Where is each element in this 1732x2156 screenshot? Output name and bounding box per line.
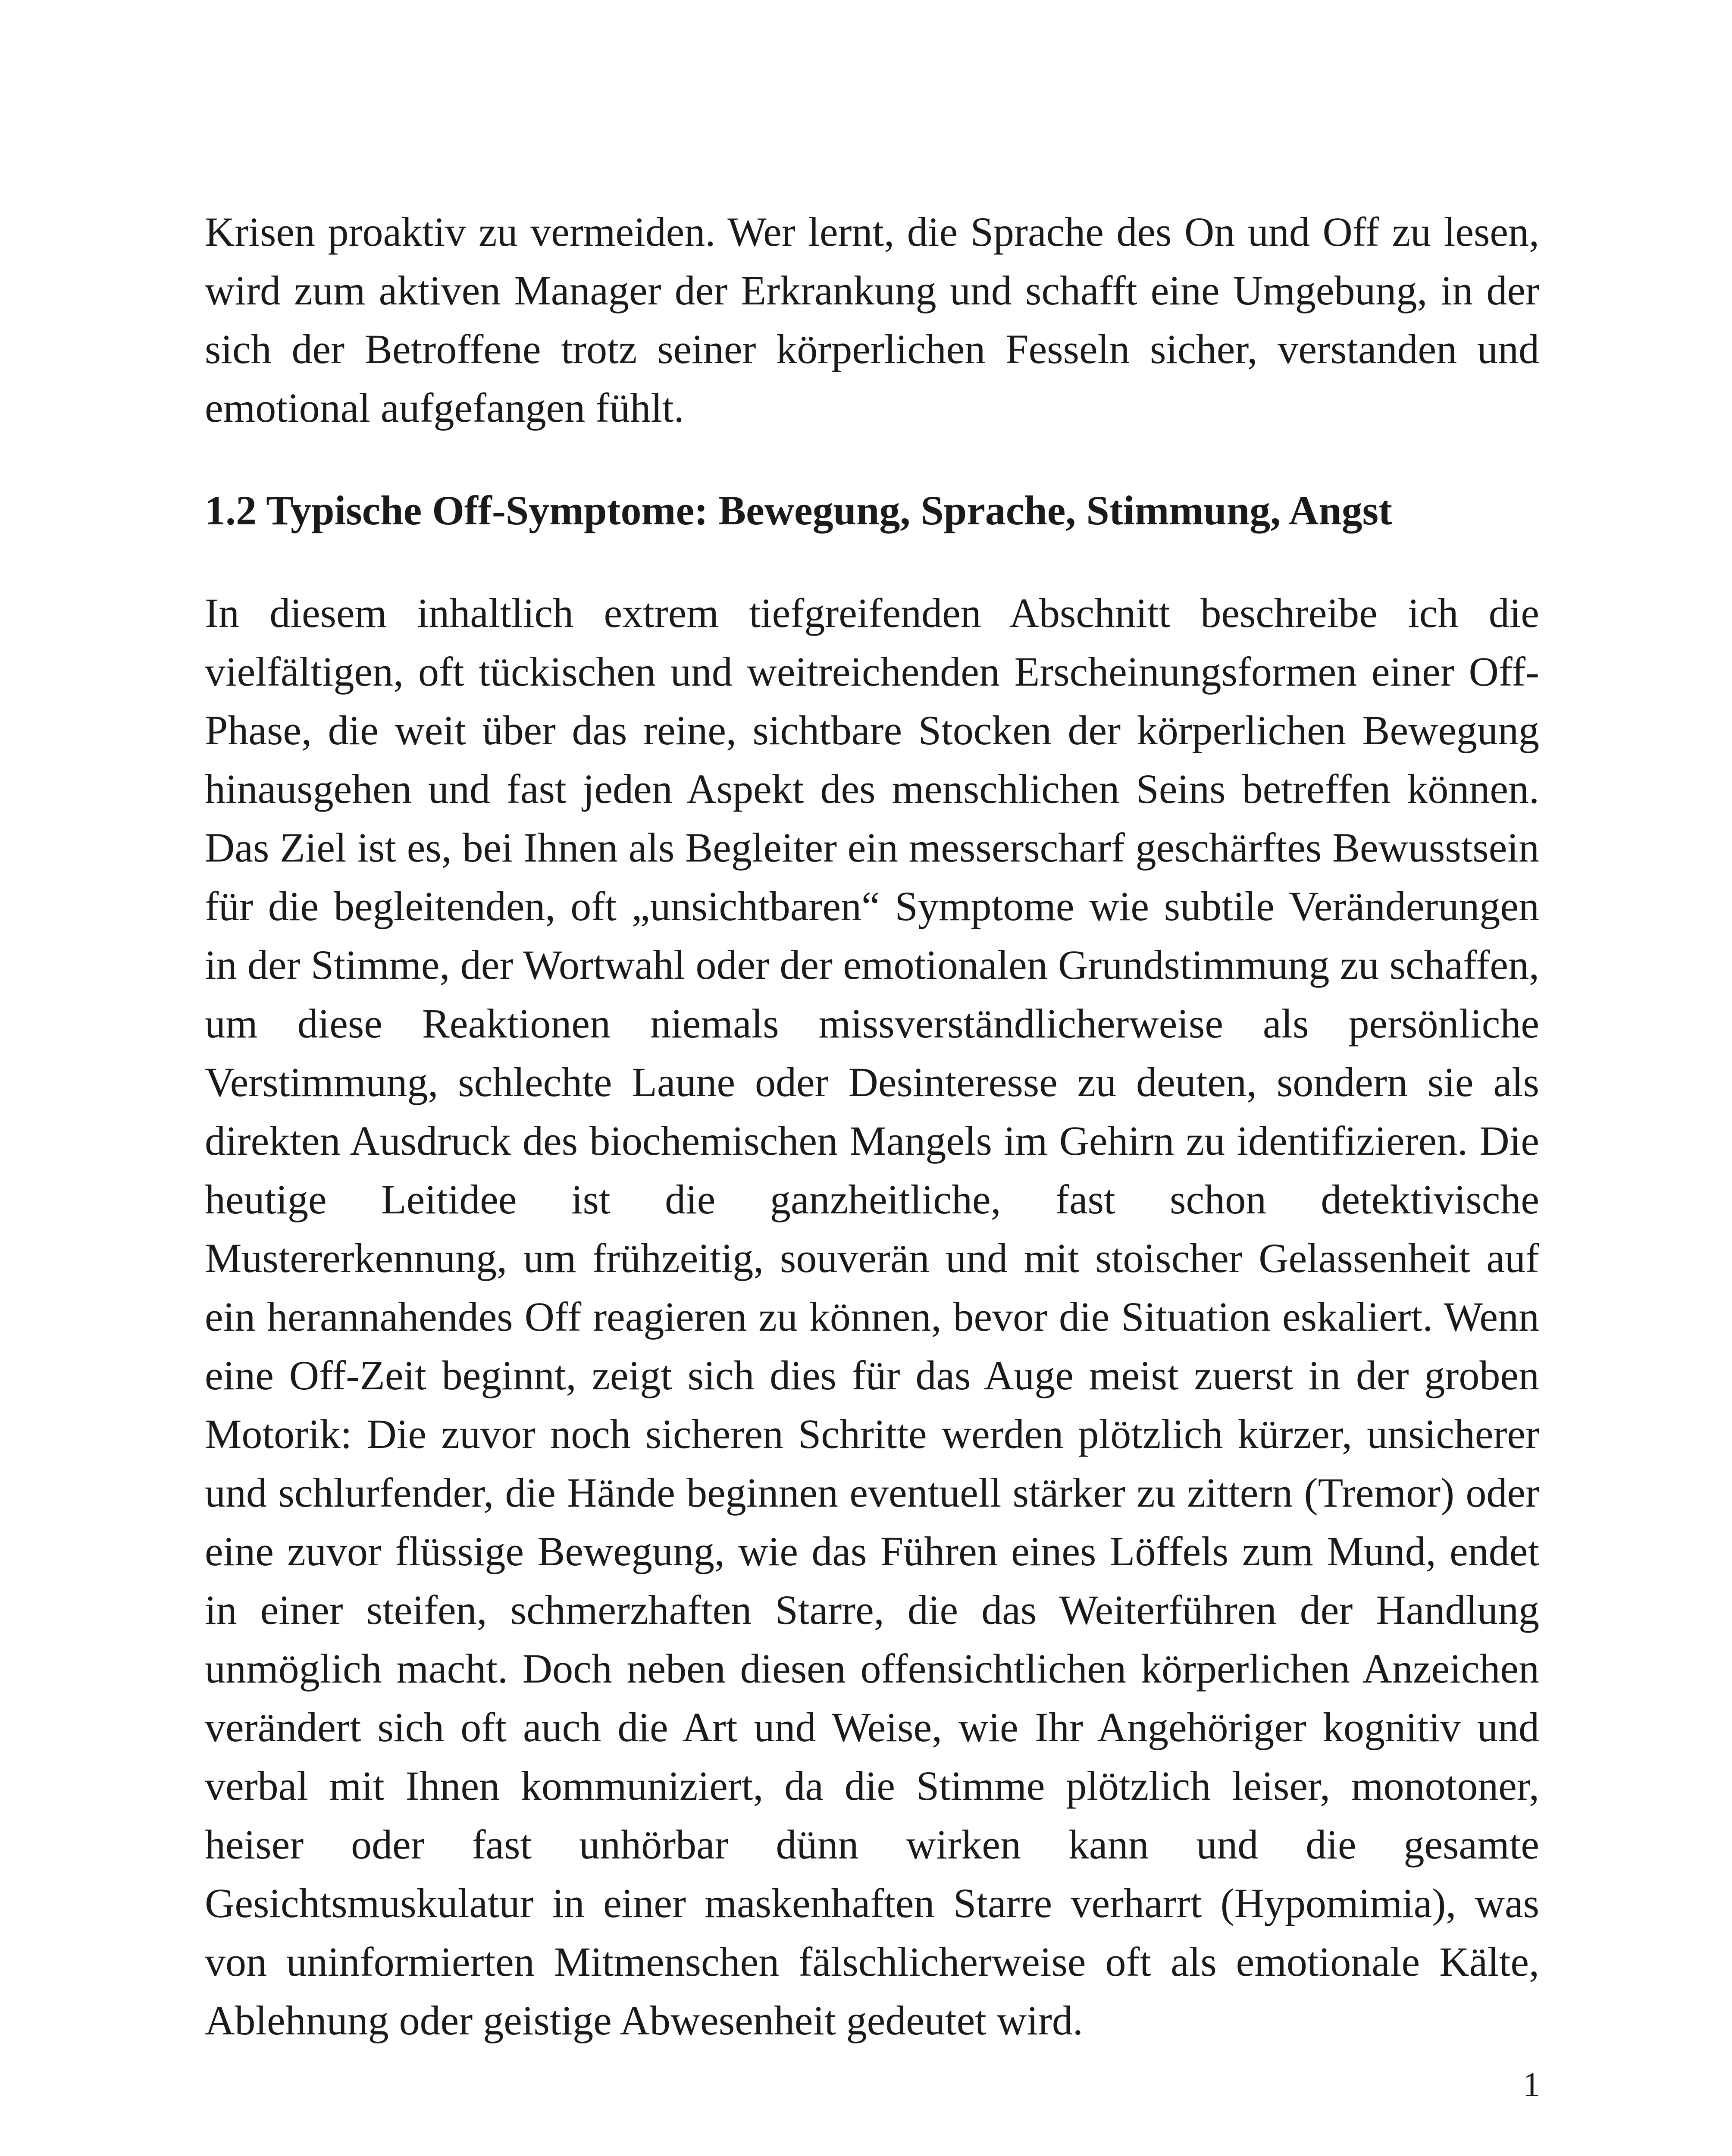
page-number: 1 [1523,2066,1540,2104]
page-body [205,203,1539,2050]
paragraph-body: In diesem inhaltlich extrem tiefgreifenden Abschnitt beschreibe ich die vielfältigen, oft tückischen und weitreichenden Erscheinungsformen einer Off-Phase, die weit über das reine, sichtbare Stocken der körperlichen Bewegung hinausgehen und fast jeden Aspekt des menschlichen Seins betreffen können. Das Ziel ist es, bei Ihnen als Begleiter ein messerscharf geschärftes Bewusstsein für die begleitenden, oft „unsichtbaren“ Symptome wie subtile Veränderungen in der Stimme, der Wortwahl oder der emotionalen Grundstimmung zu schaffen, um diese Reaktionen niemals missverständlicherweise als persönliche Verstimmung, schlechte Laune oder Desinteresse zu deuten, sondern sie als direkten Ausdruck des biochemischen Mangels im Gehirn zu identifizieren. Die heutige Leitidee ist die ganzheitliche, fast schon detektivische Mustererkennung, um frühzeitig, souverän und mit stoischer Gelassenheit auf ein herannahendes Off reagieren zu können, bevor die Situation eskaliert. Wenn eine Off-Zeit beginnt, zeigt sich dies für das Auge meist zuerst in der groben Motorik: Die zuvor noch sicheren Schritte werden plötzlich kürzer, unsicherer und schlurfender, die Hände beginnen eventuell stärker zu zittern (Tremor) oder eine zuvor flüssige Bewegung, wie das Führen eines Löffels zum Mund, endet in einer steifen, schmerzhaften Starre, die das Weiterführen der Handlung unmöglich macht. Doch neben diesen offensichtlichen körperlichen Anzeichen verändert sich oft auch die Art und Weise, wie Ihr Angehöriger kognitiv und verbal mit Ihnen kommuniziert, da die Stimme plötzlich leiser, monotoner, heiser oder fast unhörbar dünn wirken kann und die gesamte Gesichtsmuskulatur in einer maskenhaften Starre verharrt (Hypomimia), was von uninformierten Mitmenschen fälschlicherweise oft als emotionale Kälte, Ablehnung oder geistige Abwesenheit gedeutet wird. [205,590,1539,2043]
paragraph-continuation: Krisen proaktiv zu vermeiden. Wer lernt, die Sprache des On und Off zu lesen, wird zum aktiven Manager der Erkrankung und schafft eine Umgebung, in der sich der Betroffene trotz seiner körperlichen Fesseln sicher, verstanden und emotional aufgefangen fühlt. [205,209,1539,431]
section-heading: 1.2 Typische Off-Symptome: Bewegung, Sprache, Stimmung, Angst [205,487,1392,533]
